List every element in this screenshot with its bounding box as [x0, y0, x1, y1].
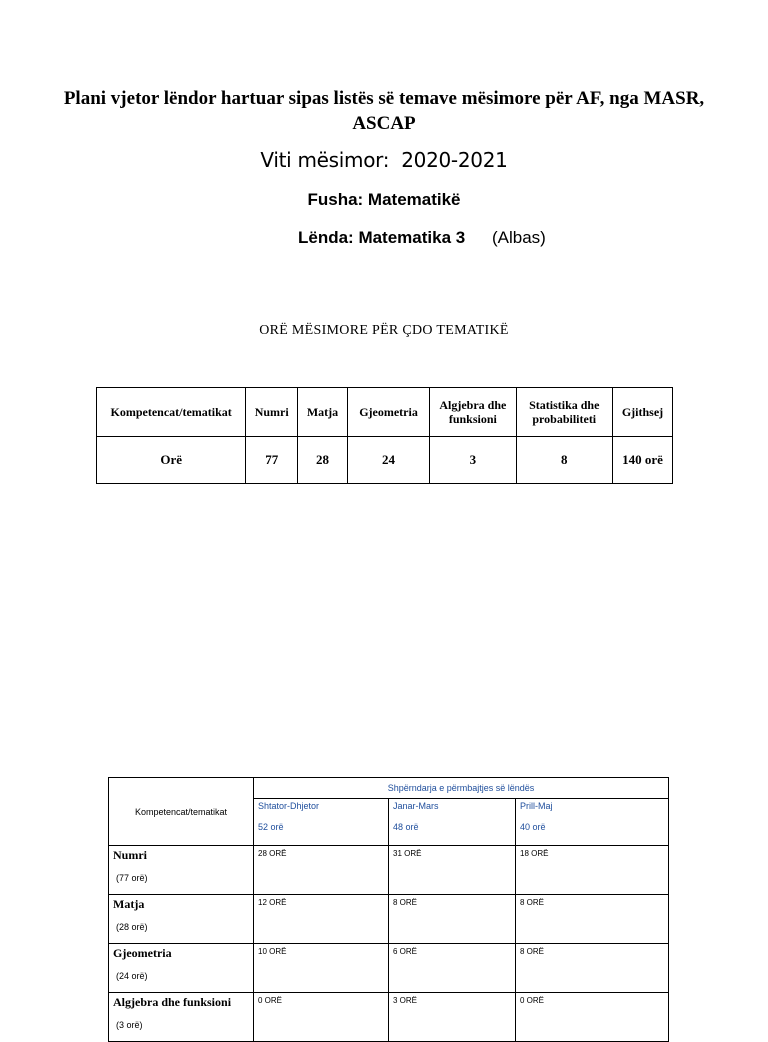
topic-name: Algjebra dhe funksioni [113, 995, 232, 1009]
hours-header-cell: Numri [246, 388, 298, 437]
hours-header-cell: Gjeometria [347, 388, 429, 437]
topic-total: (77 orë) [116, 873, 148, 883]
period-hours: 52 orë [258, 822, 284, 832]
period-name: Janar-Mars [393, 801, 439, 811]
period-cell [389, 799, 516, 846]
hours-cell: 3 [430, 437, 516, 484]
hours-table-row [97, 437, 673, 484]
hours-header-cell: Statistika dhe probabiliteti [516, 388, 613, 437]
distribution-title-row [109, 778, 669, 799]
value-cell: 8 ORË [516, 895, 669, 944]
table-row [109, 993, 669, 1042]
topic-total: (28 orë) [116, 922, 148, 932]
value-cell: 3 ORË [389, 993, 516, 1042]
topic-name: Numri [113, 848, 147, 862]
topic-cell [109, 846, 254, 895]
period-cell [254, 799, 389, 846]
value-cell: 10 ORË [254, 944, 389, 993]
hours-cell: Orë [97, 437, 246, 484]
hours-cell: 140 orë [613, 437, 673, 484]
topic-cell [109, 993, 254, 1042]
table-row [109, 895, 669, 944]
topic-total: (24 orë) [116, 971, 148, 981]
value-cell: 6 ORË [389, 944, 516, 993]
hours-cell: 8 [516, 437, 613, 484]
value-cell: 28 ORË [254, 846, 389, 895]
value-cell: 18 ORË [516, 846, 669, 895]
topic-name: Gjeometria [113, 946, 172, 960]
period-hours: 48 orë [393, 822, 419, 832]
document-title: Plani vjetor lëndor hartuar sipas listës së temave mësimore për AF, nga MASR, ASCAP [63, 88, 705, 134]
table-row [109, 944, 669, 993]
period-hours: 40 orë [520, 822, 546, 832]
topic-name: Matja [113, 897, 145, 911]
subject-label: Lënda: Matematika 3 [298, 228, 466, 247]
school-year-label: Viti mësimor: [260, 148, 390, 172]
hours-header-cell: Algjebra dhe funksioni [430, 388, 516, 437]
hours-cell: 24 [347, 437, 429, 484]
subject-heading [298, 228, 546, 248]
hours-table [96, 387, 673, 484]
field-heading: Fusha: Matematikë [307, 190, 461, 209]
school-year-value: 2020-2021 [401, 148, 508, 172]
hours-header-cell: Kompetencat/tematikat [97, 388, 246, 437]
distribution-table [108, 777, 669, 1042]
value-cell: 31 ORË [389, 846, 516, 895]
topic-cell [109, 944, 254, 993]
distribution-title: Shpërndarja e përmbajtjes së lëndës [254, 778, 669, 799]
topic-total: (3 orë) [116, 1020, 143, 1030]
value-cell: 0 ORË [254, 993, 389, 1042]
hours-cell: 28 [298, 437, 348, 484]
period-name: Shtator-Dhjetor [258, 801, 320, 811]
hours-header-cell: Gjithsej [613, 388, 673, 437]
topic-cell [109, 895, 254, 944]
hours-table-header-row [97, 388, 673, 437]
table-row [109, 846, 669, 895]
distribution-corner: Kompetencat/tematikat [109, 778, 254, 846]
hours-cell: 77 [246, 437, 298, 484]
publisher-label: (Albas) [491, 228, 546, 247]
period-cell [516, 799, 669, 846]
period-name: Prill-Maj [520, 801, 553, 811]
value-cell: 8 ORË [516, 944, 669, 993]
hours-header-cell: Matja [298, 388, 348, 437]
school-year [0, 148, 768, 172]
value-cell: 8 ORË [389, 895, 516, 944]
value-cell: 0 ORË [516, 993, 669, 1042]
section-title: ORË MËSIMORE PËR ÇDO TEMATIKË [259, 323, 509, 338]
value-cell: 12 ORË [254, 895, 389, 944]
